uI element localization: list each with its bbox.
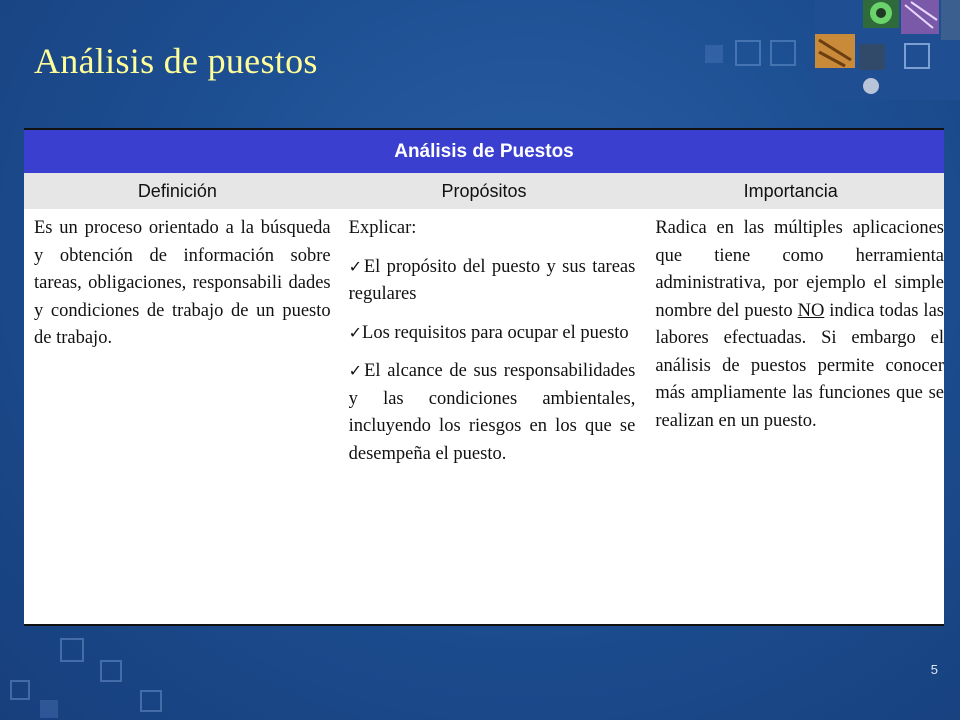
importancia-text <box>655 215 944 435</box>
propositos-cell <box>349 215 636 478</box>
check-icon: ✓ <box>348 361 365 380</box>
check-icon: ✓ <box>348 256 364 276</box>
page-number: 5 <box>930 662 938 677</box>
column-headers <box>24 173 944 209</box>
proposito-item-1: El propósito del puesto y sus tareas regulares <box>348 256 636 304</box>
importancia-text-before: Radica en las múltiples aplicaciones que tiene como herramienta administrativa, por ejemplo el simple nombre del puesto <box>655 218 944 321</box>
analysis-table <box>24 128 944 626</box>
column-header-importancia: Importancia <box>743 180 838 201</box>
decorative-square <box>705 45 723 63</box>
list-item <box>349 357 636 468</box>
list-item <box>349 253 636 309</box>
decorative-square <box>140 690 162 712</box>
check-icon: ✓ <box>348 322 363 342</box>
importancia-emphasis: NO <box>797 300 825 321</box>
importancia-text-after: indica todas las labores efectuadas. Si embargo el análisis de puestos permite conocer más ampliamente las funciones que se realizan en un puesto. <box>655 300 944 431</box>
proposito-item-3: El alcance de sus responsabilidades y las condiciones ambientales, incluyendo los riesgos en los que se desempeña el puesto. <box>348 361 636 464</box>
table-header: Análisis de Puestos <box>24 130 944 173</box>
decorative-square <box>40 700 58 718</box>
slide-title: Análisis de puestos <box>34 41 318 81</box>
column-header-propositos: Propósitos <box>441 180 527 201</box>
column-header-definicion: Definición <box>137 180 217 201</box>
definicion-cell <box>34 215 331 478</box>
decorative-square <box>100 660 122 682</box>
list-item <box>349 319 636 348</box>
proposito-item-2: Los requisitos para ocupar el puesto <box>362 322 629 343</box>
decorative-square <box>735 40 761 66</box>
importancia-cell <box>655 215 944 478</box>
decorative-square <box>10 680 30 700</box>
table-body <box>24 209 944 478</box>
definicion-text: Es un proceso orientado a la búsqueda y obtención de información sobre tareas, obligaciones, responsabili dades y condiciones de trabajo de un puesto de trabajo. <box>34 218 331 348</box>
decorative-square <box>770 40 796 66</box>
decorative-image <box>815 0 960 100</box>
propositos-intro: Explicar: <box>348 218 417 238</box>
decorative-square <box>60 638 84 662</box>
